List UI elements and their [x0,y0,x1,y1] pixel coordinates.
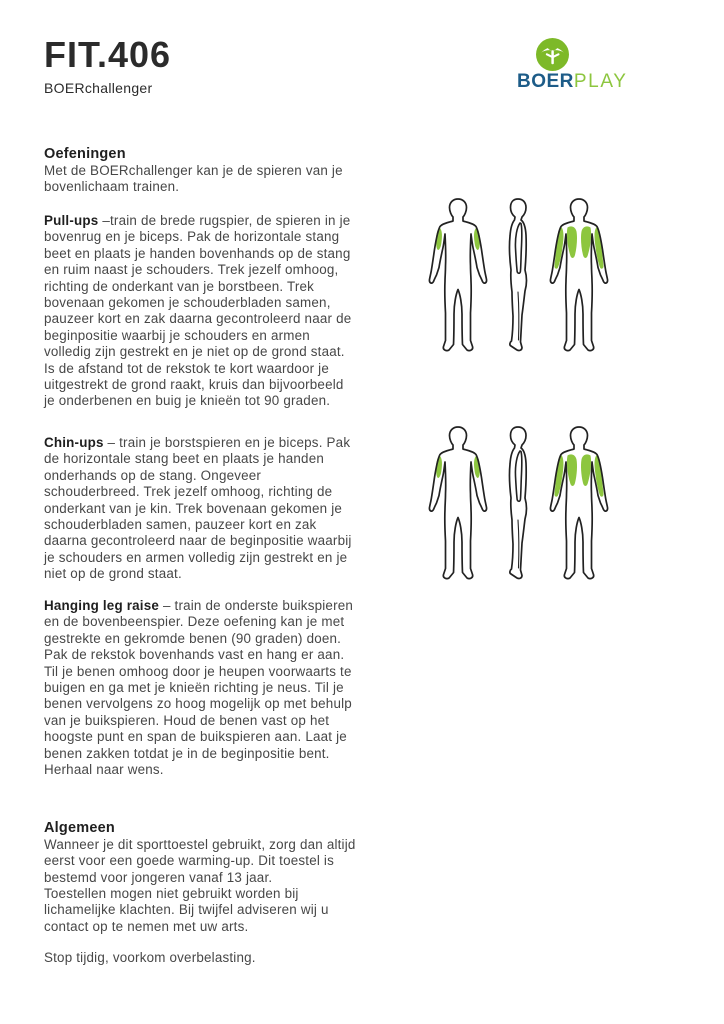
exercise-paragraph [44,213,358,410]
section-heading-algemeen: Algemeen [44,820,115,836]
general-paragraph-3: Stop tijdig, voorkom overbelasting. [44,950,256,965]
exercise-description-hanging-leg-raise: – train de onderste buikspieren en de bovenbeenspier. Deze oefening kan je met gestrekte en gekromde benen (90 graden) doen. Pak de rekstok bovenhands vast en hang er aan. Til je benen omhoog door je heupen voorwaarts te buigen en ga met je knieën richting je neus. Til je benen vervolgens zo hoog mogelijk op met behulp van je buikspieren. Houd de benen vast op het hoogste punt en span de buikspieren aan. Laat je benen zakken totdat je in de beginpositie bent. Herhaal naar wens. [44,598,354,778]
exercise-description-chin-ups: – train je borstspieren en je biceps. Pak de horizontale stang beet en plaats je handen onderhands op de stang. Ongeveer schouderbreed. Trek jezelf omhoog, richting de onderkant van je kin. Trek bovenaan gekomen je schouderbladen samen, pauzeer kort en zak daarna gecontroleerd naar de beginpositie waarbij je schouders en armen volledig zijn gestrekt en je niet op de grond staat. [44,435,352,582]
logo-text-play: PLAY [573,71,628,92]
logo-circle [536,38,569,71]
logo-text-boer: BOER [517,71,574,92]
exercise-description-pull-ups: –train de brede rugspier, de spieren in je bovenrug en je biceps. Pak de horizontale stang beet en plaats je handen bovenhands op de stang en ruim naast je schouders. Trek jezelf omhoog, richting de onderkant van je borstbeen. Trek bovenaan gekomen je schouderbladen samen, pauzeer kort en zak daarna gecontroleerd naar de beginpositie waarbij je schouders en armen volledig zijn gestrekt en je niet op de grond staat. Is de afstand tot de rekstok te kort waardoor je uitgestrekt de grond raakt, kruis dan bijvoorbeeld je onderbenen en buig je knieën tot 90 graden. [44,213,352,409]
page-subtitle: BOERchallenger [44,80,153,96]
general-paragraph-1: Wanneer je dit sporttoestel gebruikt, zorg dan altijd eerst voor een goede warming-up. Dit toestel is bestemd voor jongeren vanaf 13 jaar. [44,837,356,885]
general-paragraph-2: Toestellen mogen niet gebruikt worden bij lichamelijke klachten. Bij twijfel adviseren wij u contact op te nemen met uw arts. [44,886,329,934]
section-stop-note [44,950,358,966]
body-figure-side [498,424,538,589]
body-figure-front [428,196,488,361]
logo-wordmark [517,72,657,92]
body-figure-back [549,196,609,361]
exercise-term-hanging-leg-raise: Hanging leg raise [44,598,160,613]
section-chin-ups [44,435,358,583]
body-figure-back [549,424,609,589]
section-oefeningen [44,146,358,196]
boerplay-logo [517,38,657,92]
muscle-diagram-chin-ups [428,424,609,589]
exercise-paragraph [44,598,358,778]
section-warning [44,886,358,935]
body-figure-side [498,196,538,361]
muscle-diagram-pull-ups [428,196,609,361]
page-title: FIT.406 [44,34,172,75]
section-pull-ups [44,213,358,410]
exercise-term-chin-ups: Chin-ups [44,435,104,450]
exercise-term-pull-ups: Pull-ups [44,213,99,228]
tree-icon [536,38,569,71]
section-algemeen [44,820,358,886]
section-hanging-leg-raise [44,598,358,778]
section-heading-oefeningen: Oefeningen [44,146,126,162]
intro-paragraph: Met de BOERchallenger kan je de spieren van je bovenlichaam trainen. [44,163,343,195]
exercise-paragraph [44,435,358,583]
body-figure-front [428,424,488,589]
